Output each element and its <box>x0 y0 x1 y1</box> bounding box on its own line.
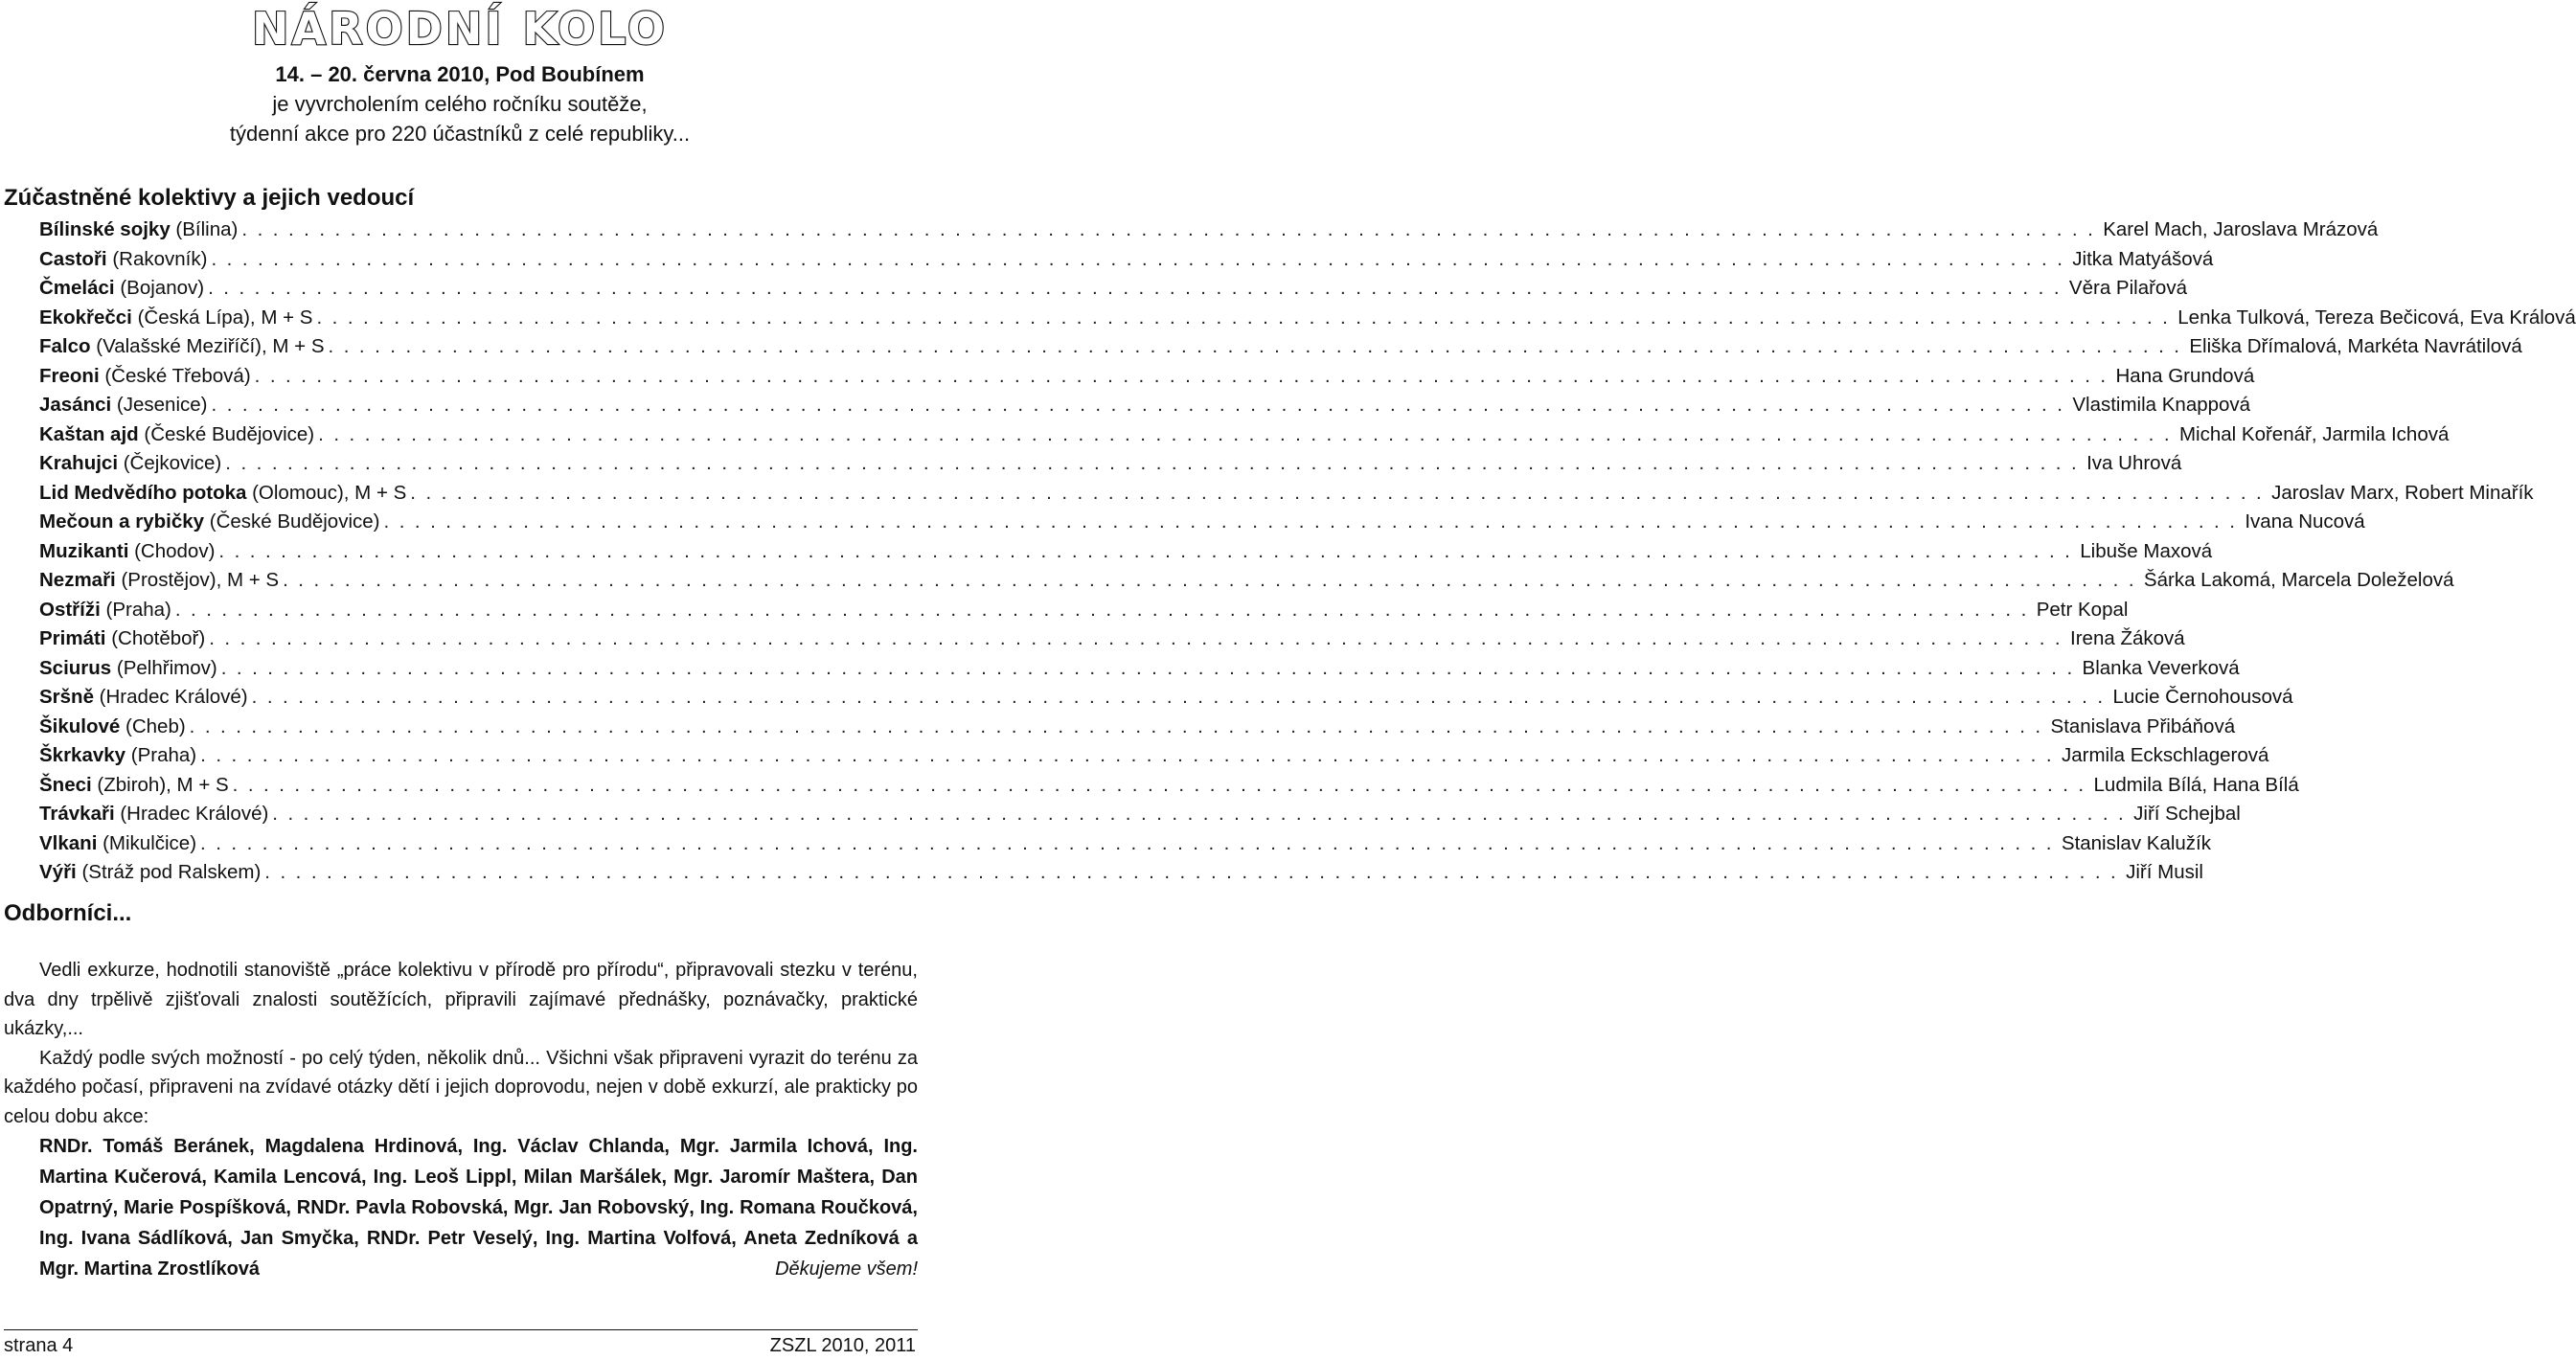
thanks-note: Děkujeme všem! <box>775 1258 918 1280</box>
team-location: (Cheb) <box>120 714 186 737</box>
team-label <box>39 741 196 771</box>
leader-dots: . . . . . . . . . . . . . . . . . . . . . . . . . . . . . . . . . . . . . . . . . . . . . . . . . . . . . . . . . . . . . . . . . . . . . . . . . . . . . . . . . . . . . . . . . . . . . . . . . . . . . . . . . . . . . . . . . . . . . . . . <box>174 598 2029 621</box>
team-leaders: Vlastimila Knappová <box>2072 394 2251 416</box>
team-location: (Hradec Králové) <box>93 686 248 708</box>
leader-dots: . . . . . . . . . . . . . . . . . . . . . . . . . . . . . . . . . . . . . . . . . . . . . . . . . . . . . . . . . . . . . . . . . . . . . . . . . . . . . . . . . . . . . . . . . . . . . . . . . . . . . . . . . . . . . . . . . . . . . . . . <box>189 714 2043 737</box>
team-name: Sršně <box>39 686 94 708</box>
team-leaders: Lenka Tulková, Tereza Bečicová, Eva Králová <box>2177 306 2576 329</box>
leader-dots: . . . . . . . . . . . . . . . . . . . . . . . . . . . . . . . . . . . . . . . . . . . . . . . . . . . . . . . . . . . . . . . . . . . . . . . . . . . . . . . . . . . . . . . . . . . . . . . . . . . . . . . . . . . . . . . . . . . . . . . . <box>208 277 2062 299</box>
leader-dots: . . . . . . . . . . . . . . . . . . . . . . . . . . . . . . . . . . . . . . . . . . . . . . . . . . . . . . . . . . . . . . . . . . . . . . . . . . . . . . . . . . . . . . . . . . . . . . . . . . . . . . . . . . . . . . . . . . . . . . . . <box>211 394 2065 416</box>
team-row <box>39 829 2211 859</box>
leader-dots: . . . . . . . . . . . . . . . . . . . . . . . . . . . . . . . . . . . . . . . . . . . . . . . . . . . . . . . . . . . . . . . . . . . . . . . . . . . . . . . . . . . . . . . . . . . . . . . . . . . . . . . . . . . . . . . . . . . . . . . . <box>218 539 2073 562</box>
team-leaders: Eliška Dřímalová, Markéta Navrátilová <box>2189 335 2522 357</box>
team-row <box>39 479 2534 509</box>
experts-names <box>4 1131 918 1284</box>
event-dates: 14. – 20. června 2010, Pod Boubínem <box>275 62 645 86</box>
team-leaders: Jiří Musil <box>2126 861 2203 883</box>
team-label <box>39 304 312 333</box>
team-label <box>39 245 207 275</box>
intro-block <box>0 59 920 148</box>
team-location: (Praha) <box>125 744 197 766</box>
team-name: Castoři <box>39 247 107 270</box>
team-leaders: Iva Uhrová <box>2086 452 2182 474</box>
leader-dots: . . . . . . . . . . . . . . . . . . . . . . . . . . . . . . . . . . . . . . . . . . . . . . . . . . . . . . . . . . . . . . . . . . . . . . . . . . . . . . . . . . . . . . . . . . . . . . . . . . . . . . . . . . . . . . . . . . . . . . . . <box>200 831 2054 854</box>
team-row <box>39 537 2213 567</box>
leader-dots: . . . . . . . . . . . . . . . . . . . . . . . . . . . . . . . . . . . . . . . . . . . . . . . . . . . . . . . . . . . . . . . . . . . . . . . . . . . . . . . . . . . . . . . . . . . . . . . . . . . . . . . . . . . . . . . . . . . . . . . . <box>251 686 2106 708</box>
team-label <box>39 508 380 537</box>
team-label <box>39 449 221 479</box>
team-location: (Chodov) <box>128 539 216 562</box>
team-location: (Praha) <box>100 598 171 621</box>
team-label <box>39 800 268 829</box>
leader-dots: . . . . . . . . . . . . . . . . . . . . . . . . . . . . . . . . . . . . . . . . . . . . . . . . . . . . . . . . . . . . . . . . . . . . . . . . . . . . . . . . . . . . . . . . . . . . . . . . . . . . . . . . . . . . . . . . . . . . . . . . <box>211 247 2065 270</box>
team-location: (Stráž pod Ralskem) <box>76 861 262 883</box>
team-label <box>39 479 406 509</box>
team-row <box>39 508 2365 537</box>
team-location: (Zbiroh), M + S <box>91 773 229 796</box>
team-row <box>39 420 2450 450</box>
leader-dots: . . . . . . . . . . . . . . . . . . . . . . . . . . . . . . . . . . . . . . . . . . . . . . . . . . . . . . . . . . . . . . . . . . . . . . . . . . . . . . . . . . . . . . . . . . . . . . . . . . . . . . . . . . . . . . . . . . . . . . . . <box>272 803 2127 825</box>
team-name: Falco <box>39 335 91 357</box>
leader-dots: . . . . . . . . . . . . . . . . . . . . . . . . . . . . . . . . . . . . . . . . . . . . . . . . . . . . . . . . . . . . . . . . . . . . . . . . . . . . . . . . . . . . . . . . . . . . . . . . . . . . . . . . . . . . . . . . . . . . . . . . <box>316 306 2171 329</box>
team-label <box>39 420 314 450</box>
team-row <box>39 304 2576 333</box>
experts-names-text: RNDr. Tomáš Beránek, Magdalena Hrdinová, Ing. Václav Chlanda, Mgr. Jarmila Ichová, Ing. Martina Kučerová, Kamila Lencová, Ing. Leoš Lippl, Milan Maršálek, Mgr. Jaromír Maštera, Dan Opatrný, Marie Pospíšková, RNDr. Pavla Robovská, Mgr. Jan Robovský, Ing. Romana Roučková, Ing. Ivana Sádlíková, Jan Smyčka, RNDr. Petr Veselý, Ing. Martina Volfová, Aneta Zedníková a Mgr. Martina Zrostlíková <box>39 1136 918 1280</box>
team-row <box>39 771 2299 801</box>
team-leaders: Jarmila Eckschlagerová <box>2061 744 2269 766</box>
team-row <box>39 858 2203 888</box>
team-name: Vlkani <box>39 831 98 854</box>
leader-dots: . . . . . . . . . . . . . . . . . . . . . . . . . . . . . . . . . . . . . . . . . . . . . . . . . . . . . . . . . . . . . . . . . . . . . . . . . . . . . . . . . . . . . . . . . . . . . . . . . . . . . . . . . . . . . . . . . . . . . . . . <box>383 510 2238 533</box>
team-leaders: Lucie Černohousová <box>2112 686 2293 708</box>
team-leaders: Stanislava Přibáňová <box>2050 714 2236 737</box>
team-name: Mečoun a rybičky <box>39 510 205 533</box>
team-name: Lid Medvědího potoka <box>39 481 247 504</box>
team-label <box>39 391 208 420</box>
team-leaders: Petr Kopal <box>2036 598 2129 621</box>
team-label <box>39 683 248 713</box>
team-label <box>39 858 261 888</box>
team-label <box>39 624 205 654</box>
team-label <box>39 829 196 859</box>
team-location: (České Budějovice) <box>138 422 315 445</box>
team-leaders: Jiří Schejbal <box>2133 803 2241 825</box>
team-name: Freoni <box>39 364 100 387</box>
team-label <box>39 274 204 304</box>
team-row <box>39 800 2241 829</box>
teams-list <box>39 215 2576 888</box>
leader-dots: . . . . . . . . . . . . . . . . . . . . . . . . . . . . . . . . . . . . . . . . . . . . . . . . . . . . . . . . . . . . . . . . . . . . . . . . . . . . . . . . . . . . . . . . . . . . . . . . . . . . . . . . . . . . . . . . . . . . . . . . <box>283 569 2136 591</box>
experts-heading: Odborníci... <box>4 900 132 926</box>
team-leaders: Karel Mach, Jaroslava Mrázová <box>2103 218 2379 240</box>
team-location: (Jesenice) <box>111 394 208 416</box>
team-name: Výři <box>39 861 77 883</box>
team-name: Čmeláci <box>39 277 115 299</box>
team-label <box>39 566 279 596</box>
team-leaders: Jaroslav Marx, Robert Minařík <box>2271 481 2534 504</box>
team-label <box>39 215 238 245</box>
edition-label: ZSZL 2010, 2011 <box>769 1335 916 1356</box>
team-row <box>39 362 2255 392</box>
team-location: (České Budějovice) <box>204 510 380 533</box>
team-label <box>39 771 229 801</box>
team-name: Ekokřečci <box>39 306 132 329</box>
experts-body <box>4 956 918 1284</box>
leader-dots: . . . . . . . . . . . . . . . . . . . . . . . . . . . . . . . . . . . . . . . . . . . . . . . . . . . . . . . . . . . . . . . . . . . . . . . . . . . . . . . . . . . . . . . . . . . . . . . . . . . . . . . . . . . . . . . . . . . . . . . . <box>328 335 2182 357</box>
team-label <box>39 713 186 742</box>
leader-dots: . . . . . . . . . . . . . . . . . . . . . . . . . . . . . . . . . . . . . . . . . . . . . . . . . . . . . . . . . . . . . . . . . . . . . . . . . . . . . . . . . . . . . . . . . . . . . . . . . . . . . . . . . . . . . . . . . . . . . . . . <box>264 861 2119 883</box>
team-location: (Chotěboř) <box>105 627 206 649</box>
leader-dots: . . . . . . . . . . . . . . . . . . . . . . . . . . . . . . . . . . . . . . . . . . . . . . . . . . . . . . . . . . . . . . . . . . . . . . . . . . . . . . . . . . . . . . . . . . . . . . . . . . . . . . . . . . . . . . . . . . . . . . . . <box>209 627 2063 649</box>
team-name: Ostříži <box>39 598 101 621</box>
team-leaders: Ludmila Bílá, Hana Bílá <box>2093 773 2299 796</box>
team-label <box>39 332 325 362</box>
team-row <box>39 654 2240 684</box>
page-title: NÁRODNÍ KOLO <box>252 3 668 55</box>
teams-heading: Zúčastněné kolektivy a jejich vedoucí <box>4 185 415 211</box>
team-location: (Bílina) <box>170 218 239 240</box>
team-location: (Olomouc), M + S <box>246 481 407 504</box>
team-location: (Bojanov) <box>114 277 205 299</box>
team-name: Muzikanti <box>39 539 129 562</box>
team-location: (Hradec Králové) <box>114 803 269 825</box>
team-label <box>39 537 215 567</box>
team-name: Šikulové <box>39 714 121 737</box>
team-row <box>39 215 2379 245</box>
footer-divider <box>4 1329 918 1330</box>
team-name: Primáti <box>39 627 106 649</box>
leader-dots: . . . . . . . . . . . . . . . . . . . . . . . . . . . . . . . . . . . . . . . . . . . . . . . . . . . . . . . . . . . . . . . . . . . . . . . . . . . . . . . . . . . . . . . . . . . . . . . . . . . . . . . . . . . . . . . . . . . . . . . . <box>220 656 2075 679</box>
team-label <box>39 654 217 684</box>
page-number: strana 4 <box>4 1335 74 1356</box>
team-row <box>39 391 2251 420</box>
team-row <box>39 596 2129 625</box>
team-row <box>39 683 2293 713</box>
leader-dots: . . . . . . . . . . . . . . . . . . . . . . . . . . . . . . . . . . . . . . . . . . . . . . . . . . . . . . . . . . . . . . . . . . . . . . . . . . . . . . . . . . . . . . . . . . . . . . . . . . . . . . . . . . . . . . . . . . . . . . . . <box>200 744 2054 766</box>
leader-dots: . . . . . . . . . . . . . . . . . . . . . . . . . . . . . . . . . . . . . . . . . . . . . . . . . . . . . . . . . . . . . . . . . . . . . . . . . . . . . . . . . . . . . . . . . . . . . . . . . . . . . . . . . . . . . . . . . . . . . . . . <box>410 481 2265 504</box>
leader-dots: . . . . . . . . . . . . . . . . . . . . . . . . . . . . . . . . . . . . . . . . . . . . . . . . . . . . . . . . . . . . . . . . . . . . . . . . . . . . . . . . . . . . . . . . . . . . . . . . . . . . . . . . . . . . . . . . . . . . . . . . <box>232 773 2086 796</box>
team-location: (Pelhřimov) <box>111 656 217 679</box>
team-leaders: Ivana Nucová <box>2245 510 2365 533</box>
team-leaders: Stanislav Kalužík <box>2061 831 2211 854</box>
team-row <box>39 566 2454 596</box>
team-name: Trávkaři <box>39 803 115 825</box>
team-row <box>39 624 2185 654</box>
team-leaders: Jitka Matyášová <box>2072 247 2214 270</box>
team-name: Šneci <box>39 773 92 796</box>
team-location: (Valašské Meziříčí), M + S <box>90 335 325 357</box>
intro-line: je vyvrcholením celého ročníku soutěže, <box>272 92 648 116</box>
experts-paragraph: Každý podle svých možností - po celý týden, několik dnů... Všichni však připraveni vyrazit do terénu za každého počasí, připraveni na zvídavé otázky dětí i jejich doprovodu, nejen v době exkurzí, ale prakticky po celou dobu akce: <box>4 1047 918 1127</box>
team-row <box>39 332 2522 362</box>
team-row <box>39 741 2269 771</box>
team-leaders: Šárka Lakomá, Marcela Doleželová <box>2143 569 2454 591</box>
team-label <box>39 362 251 392</box>
team-name: Kaštan ajd <box>39 422 139 445</box>
team-location: (Mikulčice) <box>97 831 197 854</box>
team-location: (Rakovník) <box>106 247 208 270</box>
team-name: Bílinské sojky <box>39 218 171 240</box>
leader-dots: . . . . . . . . . . . . . . . . . . . . . . . . . . . . . . . . . . . . . . . . . . . . . . . . . . . . . . . . . . . . . . . . . . . . . . . . . . . . . . . . . . . . . . . . . . . . . . . . . . . . . . . . . . . . . . . . . . . . . . . . <box>241 218 2096 240</box>
team-location: (České Třebová) <box>99 364 251 387</box>
team-leaders: Irena Žáková <box>2070 627 2185 649</box>
team-row <box>39 713 2236 742</box>
team-name: Jasánci <box>39 394 112 416</box>
team-leaders: Blanka Veverková <box>2082 656 2240 679</box>
team-name: Krahujci <box>39 452 119 474</box>
leader-dots: . . . . . . . . . . . . . . . . . . . . . . . . . . . . . . . . . . . . . . . . . . . . . . . . . . . . . . . . . . . . . . . . . . . . . . . . . . . . . . . . . . . . . . . . . . . . . . . . . . . . . . . . . . . . . . . . . . . . . . . . <box>254 364 2109 387</box>
intro-line: týdenní akce pro 220 účastníků z celé republiky... <box>229 122 691 146</box>
team-leaders: Michal Kořenář, Jarmila Ichová <box>2178 422 2450 445</box>
team-leaders: Věra Pilařová <box>2068 277 2187 299</box>
team-name: Nezmaři <box>39 569 116 591</box>
team-label <box>39 596 171 625</box>
team-location: (Čejkovice) <box>118 452 222 474</box>
team-leaders: Libuše Maxová <box>2080 539 2213 562</box>
team-location: (Prostějov), M + S <box>115 569 280 591</box>
team-leaders: Hana Grundová <box>2115 364 2255 387</box>
leader-dots: . . . . . . . . . . . . . . . . . . . . . . . . . . . . . . . . . . . . . . . . . . . . . . . . . . . . . . . . . . . . . . . . . . . . . . . . . . . . . . . . . . . . . . . . . . . . . . . . . . . . . . . . . . . . . . . . . . . . . . . . <box>318 422 2172 445</box>
team-row <box>39 449 2182 479</box>
experts-paragraph: Vedli exkurze, hodnotili stanoviště „práce kolektivu v přírodě pro přírodu“, připravovali stezku v terénu, dva dny trpělivě zjišťovali znalosti soutěžících, připravili zajímavé přednášky, poznávačky, praktické ukázky,... <box>4 960 918 1039</box>
team-row <box>39 274 2187 304</box>
team-location: (Česká Lípa), M + S <box>131 306 313 329</box>
team-row <box>39 245 2214 275</box>
team-name: Sciurus <box>39 656 112 679</box>
team-name: Škrkavky <box>39 744 126 766</box>
leader-dots: . . . . . . . . . . . . . . . . . . . . . . . . . . . . . . . . . . . . . . . . . . . . . . . . . . . . . . . . . . . . . . . . . . . . . . . . . . . . . . . . . . . . . . . . . . . . . . . . . . . . . . . . . . . . . . . . . . . . . . . . <box>225 452 2080 474</box>
